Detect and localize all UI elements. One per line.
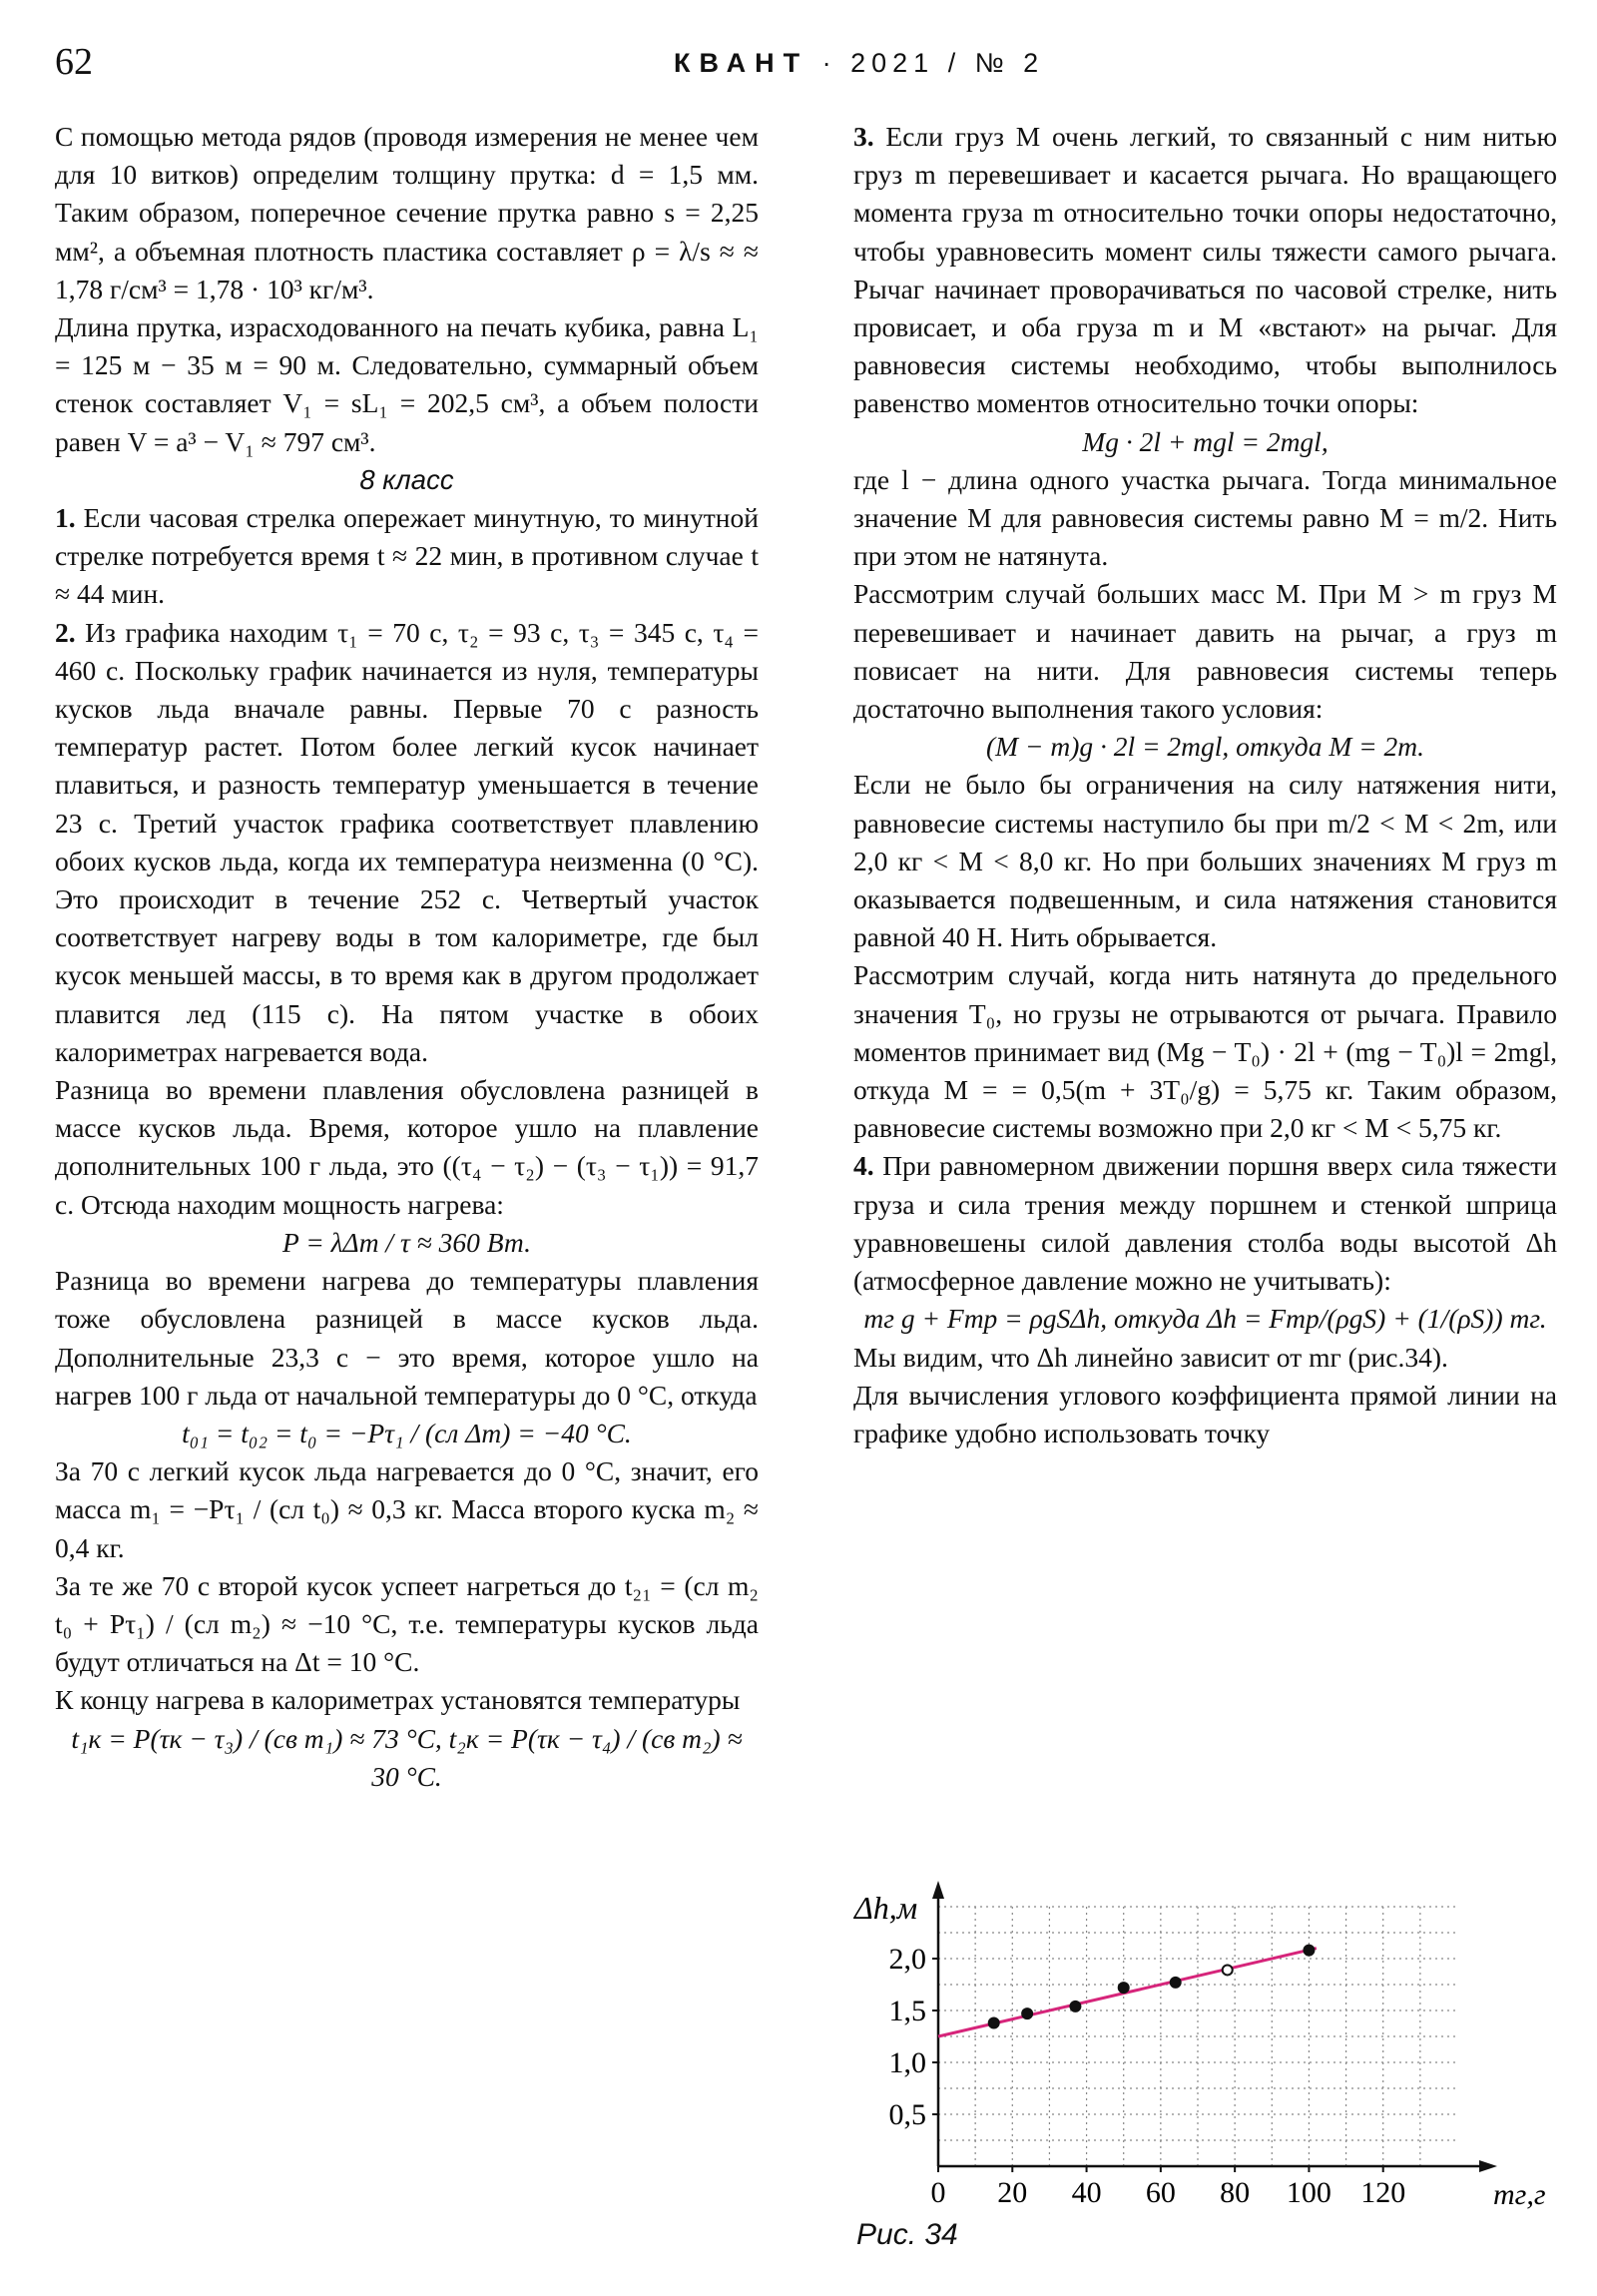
- problem-number: 3.: [853, 121, 874, 152]
- data-point: [1070, 2002, 1080, 2011]
- paragraph: К концу нагрева в калориметрах установятся температуры: [55, 1684, 741, 1716]
- x-axis-label: mг,г: [1493, 2178, 1546, 2211]
- right-column: [853, 118, 1557, 1452]
- x-axis-arrow: [1479, 2160, 1497, 2172]
- journal-name: КВАНТ: [674, 48, 809, 78]
- chart-axes: [932, 1881, 1497, 2172]
- y-tick-label: 2,0: [888, 1943, 926, 1976]
- data-point: [1223, 1965, 1233, 1975]
- figure-caption: Рис. 34: [856, 2218, 958, 2251]
- paragraph: За те же 70 с второй кусок успеет нагреться до t₂₁ = (cл m₂ t₀ + Pτ₁) / (cл m₂) ≈ −10 °С, т.е. температуры кусков льда будут отличаться на Δt = 10 °С.: [55, 1569, 759, 1678]
- paragraph: Рассмотрим случай, когда нить натянута до предельного значения T₀, но грузы не отрываются от рычага. Правило моментов принимает вид (Mg − T₀) · 2l + (mg − T₀)l = 2mgl, откуда M = = 0,5(m + 3T₀/g) = 5,75 кг. Таким образом, равновесие системы возможно при 2,0 кг < M < 5,75 кг.: [853, 959, 1557, 1144]
- problem-2: [55, 614, 759, 1071]
- formula: (M − m)g · 2l = 2mgl, откуда M = 2m.: [985, 731, 1425, 763]
- paragraph: Для вычисления углового коэффициента прямой линии на графике удобно использовать точку: [853, 1379, 1557, 1448]
- y-axis-arrow: [932, 1881, 944, 1899]
- y-tick-label: 0,5: [888, 2098, 926, 2131]
- section-heading: 8 класс: [359, 463, 454, 495]
- page-number: 62: [55, 41, 93, 83]
- paragraph: где l − длина одного участка рычага. Тогда минимальное значение M для равновесия системы равно M = m/2. Нить при этом не натянута.: [853, 463, 1557, 572]
- data-point: [1304, 1946, 1314, 1956]
- problem-text: Если часовая стрелка опережает минутную, то минутной стрелке потребуется время t ≈ 22 мин, в противном случае t ≈ 44 мин.: [55, 502, 759, 610]
- problem-1: [55, 499, 759, 614]
- paragraph: Если не было бы ограничения на силу натяжения нити, равновесие системы наступило бы при m/2 < M < 2m, или 2,0 кг < M < 8,0 кг. Но при больших значениях M груз m оказывается подвешенным, и сила натяжения становится равной 40 Н. Нить обрывается.: [853, 769, 1557, 953]
- formula: Mg · 2l + mgl = 2mgl,: [1082, 425, 1329, 457]
- formula: t₁к = P(τк − τ₃) / (cв m₁) ≈ 73 °С, t₂к = P(τк − τ₄) / (cв m₂) ≈ 30 °С.: [71, 1722, 743, 1792]
- data-point: [1171, 1978, 1181, 1988]
- paragraph: С помощью метода рядов (проводя измерения не менее чем для 10 витков) определим толщину прутка: d = 1,5 мм. Таким образом, поперечное сечение прутка равно s = 2,25 мм², а объемная плотность пластика составляет ρ = λ/s ≈ ≈ 1,78 г/см³ = 1,78 · 10³ кг/м³.: [55, 121, 759, 304]
- x-tick-label: 120: [1360, 2176, 1406, 2209]
- y-tick-label: 1,5: [888, 1995, 926, 2027]
- journal-title: [674, 48, 1044, 79]
- problem-number: 2.: [55, 616, 76, 648]
- paragraph: Длина прутка, израсходованного на печать кубика, равна L₁ = 125 м − 35 м = 90 м. Следовательно, суммарный объем стенок составляет V₁ = sL₁ = 202,5 см³, а объем полости равен V = a³ − V₁ ≈ 797 см³.: [55, 311, 759, 457]
- x-tick-label: 60: [1145, 2176, 1176, 2209]
- problem-text: При равномерном движении поршня вверх сила тяжести груза и сила трения между поршнем и стенкой шприца уравновешены силой давления столба воды высотой Δh (атмосферное давление можно не учитывать):: [853, 1150, 1558, 1297]
- left-column: [55, 118, 759, 1796]
- formula: t₀₁ = t₀₂ = t₀ = −Pτ₁ / (cл Δm) = −40 °С.: [182, 1417, 632, 1448]
- paragraph: Разница во времени плавления обусловлена разницей в массе кусков льда. Время, которое ушло на плавление дополнительных 100 г льда, это ((τ₄ − τ₂) − (τ₃ − τ₁)) = 91,7 с. Отсюда находим мощность нагрева:: [55, 1074, 759, 1220]
- formula: P = λΔm / τ ≈ 360 Вт.: [282, 1226, 531, 1258]
- chart-ticks: [889, 1943, 1406, 2209]
- chart-grid: [938, 1907, 1457, 2166]
- problem-3: [853, 118, 1557, 423]
- data-point: [1119, 1983, 1129, 1993]
- problem-text: Из графика находим τ₁ = 70 с, τ₂ = 93 с, τ₃ = 345 с, τ₄ = 460 с. Поскольку график начинается из нуля, температуры кусков льда вначале равны. Первые 70 с разность температур растет. Потом более легкий кусок начинает плавиться, и разность температур уменьшается в течение 23 с. Третий участок графика соответствует плавлению обоих кусков льда, когда их температура неизменна (0 °С). Это происходит в течение 252 с. Четвертый участок соответствует нагреву воды в том калориметре, где был кусок меньшей массы, в то время как в другом продолжает плавится лед (115 с). На пятом участке в обоих калориметрах нагревается вода.: [55, 616, 760, 1067]
- paragraph: Мы видим, что Δh линейно зависит от mг (рис.34).: [853, 1341, 1448, 1373]
- problem-text: Если груз M очень легкий, то связанный с ним нитью груз m перевешивает и касается рычага. Но вращающего момента груза m относительно точки опоры недостаточно, чтобы уравновесить момент силы тяжести самого рычага. Рычаг начинает проворачиваться по часовой стрелке, нить провисает, и оба груза m и M «встают» на рычаг. Для равновесия системы необходимо, чтобы выполнилось равенство моментов относительно точки опоры:: [853, 121, 1558, 419]
- x-tick-label: 0: [930, 2176, 946, 2209]
- x-tick-label: 20: [997, 2176, 1028, 2209]
- x-tick-label: 100: [1286, 2176, 1331, 2209]
- problem-number: 1.: [55, 502, 76, 534]
- data-point: [989, 2017, 999, 2027]
- paragraph: Рассмотрим случай больших масс M. При M > m груз M перевешивает и начинает давить на рычаг, а груз m повисает на нити. Для равновесия системы теперь достаточно выполнения такого условия:: [853, 578, 1557, 725]
- problem-number: 4.: [853, 1150, 874, 1182]
- paragraph: Разница во времени нагрева до температуры плавления тоже обусловлена разницей в массе кусков льда. Дополнительные 23,3 с − это время, которое ушло на нагрев 100 г льда от начальной температуры до 0 °С, откуда: [55, 1265, 759, 1411]
- paragraph: За 70 с легкий кусок льда нагревается до 0 °С, значит, его масса m₁ = −Pτ₁ / (cл t₀) ≈ 0,3 кг. Масса второго куска m₂ ≈ 0,4 кг.: [55, 1455, 759, 1563]
- data-point: [1022, 2009, 1032, 2018]
- x-tick-label: 80: [1220, 2176, 1251, 2209]
- page-header: [55, 40, 1552, 100]
- x-tick-label: 40: [1071, 2176, 1102, 2209]
- formula: mг g + Fтр = ρgSΔh, откуда Δh = Fтр/(ρgS) + (1/(ρS)) mг.: [863, 1303, 1547, 1335]
- y-axis-label: Δh,м: [854, 1890, 918, 1926]
- problem-4: [853, 1147, 1557, 1300]
- journal-issue: · 2021 / № 2: [821, 48, 1045, 78]
- y-tick-label: 1,0: [888, 2046, 926, 2079]
